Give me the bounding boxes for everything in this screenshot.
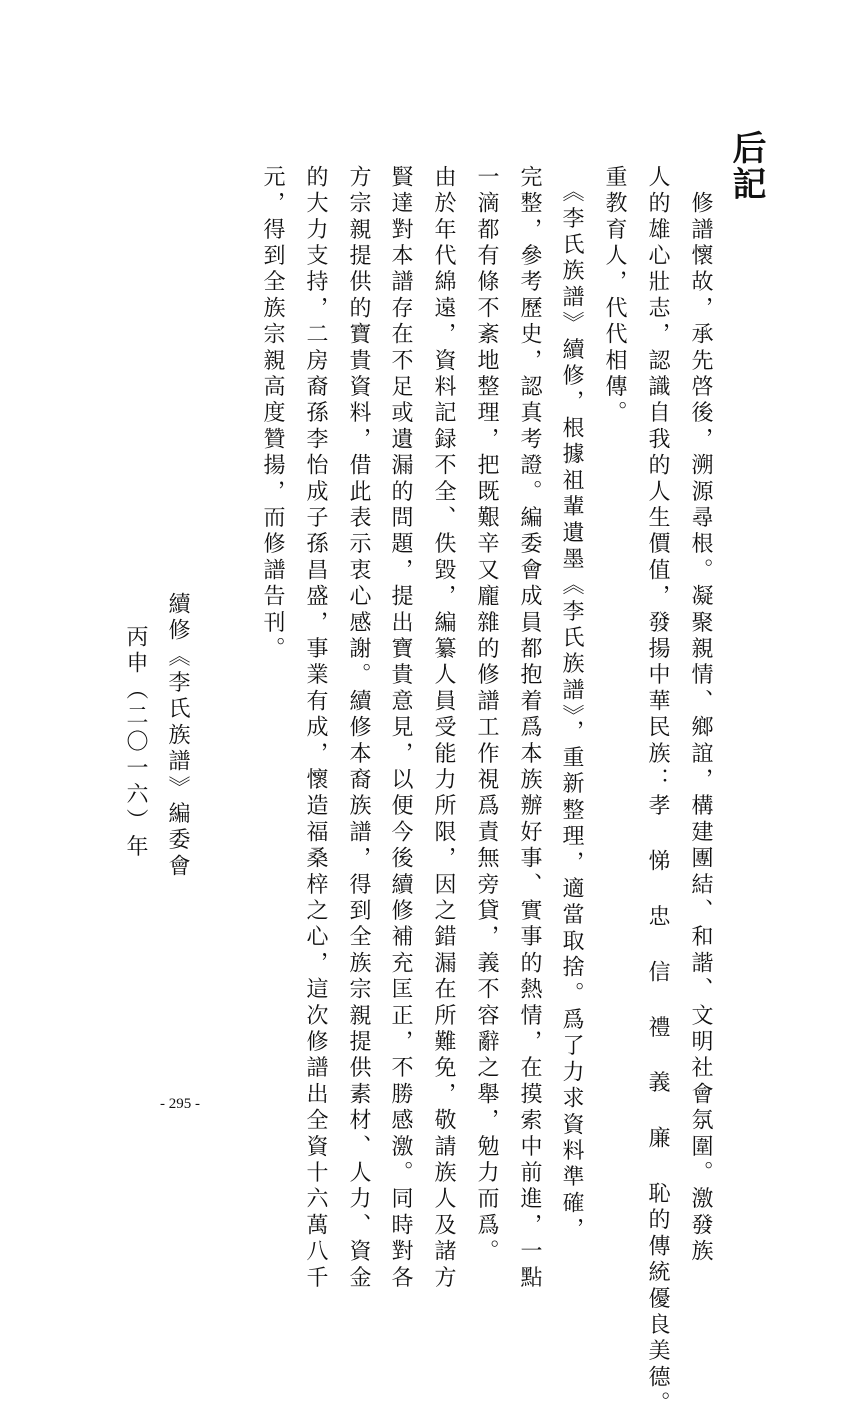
text-column-10: 的大力支持，二房裔孫李怡成子孫昌盛，事業有成，懷造福桑梓之心，這次修譜出全資十六萬八千 [303,165,328,1292]
text-column-2: 人的雄心壯志，認識自我的人生價值，發揚中華民族：孝 悌 忠 信 禮 義 廉 恥的傳統優良美德。 [645,165,670,1417]
signature-date: 丙申（二〇一六）年 [123,625,148,861]
page-title: 后記 [726,130,766,202]
text-column-5: 完整，參考歷史，認真考證。編委會成員都抱着爲本族辦好事、實事的熱情，在摸索中前進，一點 [517,165,542,1292]
text-column-1: 修譜懷故，承先啓後，溯源尋根。凝聚親情、鄉誼，構建團結、和諧、文明社會氛圍。激發族 [688,165,713,1266]
page-number: - 295 - [160,1096,200,1112]
text-column-6: 一滴都有條不紊地整理，把既艱辛又龐雜的修譜工作視爲責無旁貸，義不容辭之舉，勉力而爲。 [474,165,499,1266]
text-column-7: 由於年代綿遠，資料記録不全、佚毀，編纂人員受能力所限，因之錯漏在所難免，敬請族人及諸方 [431,165,456,1292]
text-column-11: 元，得到全族宗親高度贊揚，而修譜告刊。 [260,165,285,663]
text-column-4: 《李氏族譜》續修，根據祖輩遺墨《李氏族譜》，重新整理，適當取捨。爲了力求資料準確， [559,165,584,1244]
text-column-8: 賢達對本譜存在不足或遺漏的問題，提出寶貴意見，以便今後續修補充匡正，不勝感激。同時對各 [388,165,413,1292]
signature-editor: 續修《李氏族譜》編委會 [165,592,190,881]
text-column-9: 方宗親提供的寶貴資料，借此表示衷心感謝。續修本裔族譜，得到全族宗親提供素材、人力、資金 [346,165,371,1292]
text-column-3: 重教育人，代代相傳。 [602,165,627,427]
